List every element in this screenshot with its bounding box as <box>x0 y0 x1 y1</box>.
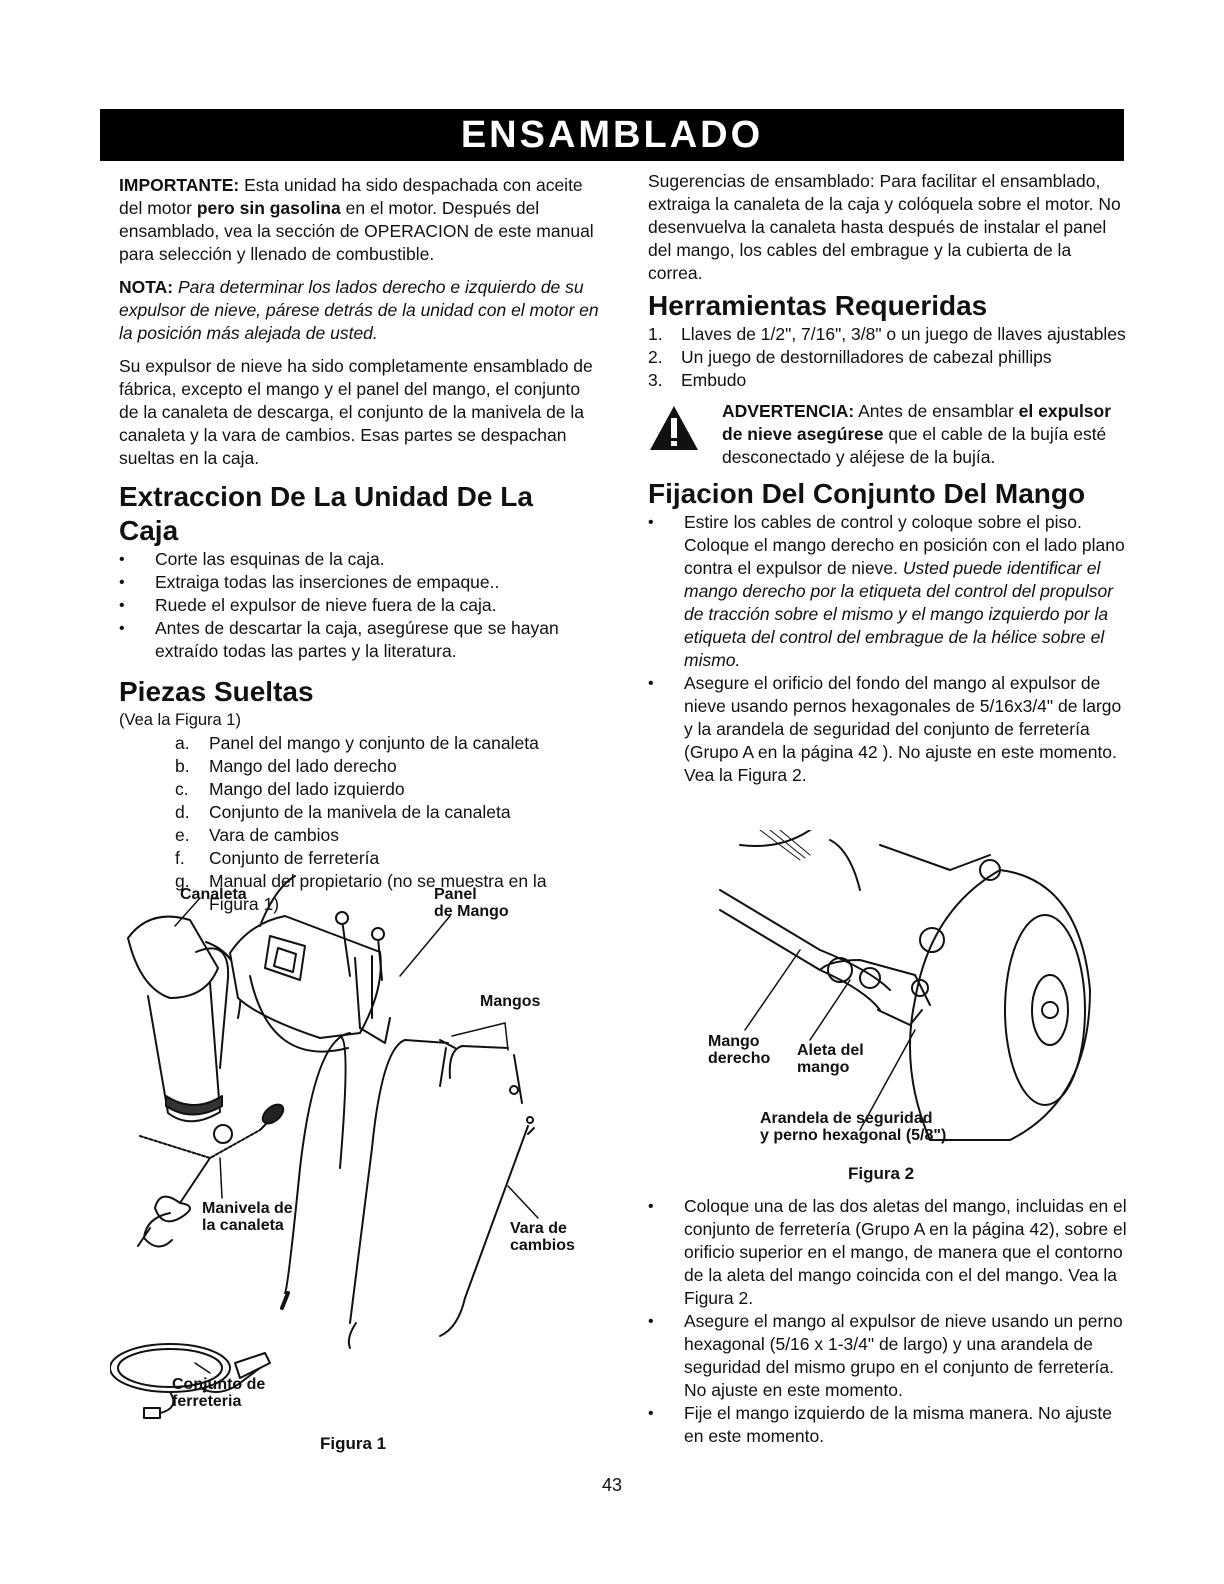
importante-bold: pero sin gasolina <box>196 198 341 218</box>
list-item: • Fije el mango izquierdo de la misma manera. No ajuste en este momento. <box>648 1402 1128 1448</box>
fijacion-heading: Fijacion Del Conjunto Del Mango <box>648 478 1086 509</box>
section-banner <box>100 109 1124 161</box>
label-panel <box>434 886 509 920</box>
right-column-lower <box>648 1195 1128 1448</box>
figure-2-caption: Figura 2 <box>848 1164 915 1183</box>
extraccion-heading: Extraccion De La Unidad De La Caja <box>119 481 533 546</box>
label-conjunto <box>172 1376 265 1410</box>
list-item <box>648 346 1128 369</box>
label-text: y perno hexagonal (5/8") <box>760 1127 947 1144</box>
list-item <box>648 323 1128 346</box>
list-item <box>175 755 599 778</box>
list-item <box>175 847 599 870</box>
label-text: Panel <box>434 886 477 903</box>
item-text: Manual del propietario (no se muestra en la Figura 1) <box>209 871 547 914</box>
figure-1 <box>110 868 610 1468</box>
warning-label: ADVERTENCIA: <box>722 401 855 421</box>
figure-2-illustration <box>700 830 1120 1150</box>
list-item: • Ruede el expulsor de nieve fuera de la caja. <box>119 594 599 617</box>
handle-panel-drawing <box>230 876 390 1052</box>
label-text: Aleta del <box>797 1042 864 1059</box>
item-text: Embudo <box>681 370 747 390</box>
figure-1-caption: Figura 1 <box>320 1434 387 1453</box>
chute-drawing <box>128 917 241 1122</box>
item-letter: e. <box>175 825 190 845</box>
warning-text-1: Antes de ensamblar <box>854 401 1019 421</box>
intro-paragraph: Su expulsor de nieve ha sido completamente ensamblado de fábrica, excepto el mango y el panel del mango, el conjunto de la canaleta de descarga, el conjunto de la manivela de la canaleta y la vara de cambios. Esas partes se despachan sueltas en la caja. <box>119 356 593 468</box>
extraccion-list <box>119 548 599 663</box>
list-item <box>175 824 599 847</box>
label-text: derecho <box>708 1050 771 1067</box>
label-text: mango <box>797 1059 850 1076</box>
list-item: • Asegure el mango al expulsor de nieve usando un perno hexagonal (5/16 x 1-3/4" de largo) y una arandela de seguridad del mismo grupo en el conjunto de ferretería. No ajuste en este momento. <box>648 1310 1128 1402</box>
label-text: Conjunto de <box>172 1376 266 1393</box>
importante-paragraph <box>119 174 599 266</box>
label-text: Manivela de <box>202 1200 293 1217</box>
handles-drawing <box>282 1033 522 1348</box>
label-text: Arandela de seguridad <box>760 1110 933 1127</box>
item-number: 3. <box>648 370 663 390</box>
label-text: cambios <box>510 1237 575 1254</box>
fijacion-list-2 <box>648 1195 1128 1448</box>
label-text: Mango <box>708 1033 760 1050</box>
list-item: • Antes de descartar la caja, asegúrese que se hayan extraído todas las partes y la literatura. <box>119 617 599 663</box>
item-letter: a. <box>175 733 190 753</box>
item-text: Mango del lado izquierdo <box>209 779 405 799</box>
label-text: Mangos <box>480 993 541 1010</box>
item-text: Mango del lado derecho <box>209 756 397 776</box>
item-text: Panel del mango y conjunto de la canaleta <box>209 733 539 753</box>
herramientas-list <box>648 323 1128 392</box>
label-manivela <box>202 1200 293 1234</box>
sugerencias-paragraph: Sugerencias de ensamblado: Para facilitar el ensamblado, extraiga la canaleta de la caja y colóquela sobre el motor. No desenvuelva la canaleta hasta después de instalar el panel del mango, los cables del embrague y la cubierta de la correa. <box>648 171 1121 283</box>
left-column <box>119 174 599 916</box>
list-item: • Extraiga todas las inserciones de empaque.. <box>119 571 599 594</box>
herramientas-heading: Herramientas Requeridas <box>648 290 988 321</box>
item-letter: g. <box>175 871 190 891</box>
item-text: Un juego de destornilladores de cabezal phillips <box>681 347 1052 367</box>
warning-block <box>648 400 1128 469</box>
banner-title: ENSAMBLADO <box>460 113 764 156</box>
label-text: de Mango <box>434 903 509 920</box>
nota-paragraph <box>119 276 599 345</box>
list-item <box>648 511 1128 672</box>
item-text: Conjunto de ferretería <box>209 848 380 868</box>
nota-label: NOTA: <box>119 277 174 297</box>
list-item: • Coloque una de las dos aletas del mango, incluidas en el conjunto de ferretería (Grupo A en la página 42), sobre el orificio superior en el mango, de manera que el contorno de la aleta del mango coincida con el del mango. Vea la Figura 2. <box>648 1195 1128 1310</box>
warning-text-2: que el cable de la bujía esté desconectado y aléjese de la bujía. <box>722 424 1107 467</box>
list-item <box>175 801 599 824</box>
list-item: • Corte las esquinas de la caja. <box>119 548 599 571</box>
item-italic-text: Usted puede identificar el mango derecho por la etiqueta del control del propulsor de tracción sobre el mismo y el mango izquierdo por la etiqueta del control del embrague de la hélice sobre el mismo. <box>684 558 1114 670</box>
nota-text: Para determinar los lados derecho e izquierdo de su expulsor de nieve, párese detrás de la unidad con el motor en la posición más alejada de usted. <box>119 277 599 343</box>
label-canaleta <box>180 886 247 903</box>
item-text: Estire los cables de control y coloque sobre el piso. Coloque el mango derecho en posición con el lado plano contra el expulsor de nieve. <box>684 512 1125 578</box>
label-text: Canaleta <box>180 886 247 903</box>
item-text: Vara de cambios <box>209 825 340 845</box>
label-arandela <box>760 1110 946 1144</box>
list-item: • Asegure el orificio del fondo del mango al expulsor de nieve usando pernos hexagonales de 5/16x3/4" de largo y la arandela de seguridad del conjunto de ferretería (Grupo A en la página 42 ). No ajuste en este momento. Vea la Figura 2. <box>648 672 1128 787</box>
piezas-note: (Vea la Figura 1) <box>119 711 241 729</box>
piezas-heading: Piezas Sueltas <box>119 676 314 707</box>
item-number: 1. <box>648 324 663 344</box>
item-letter: b. <box>175 756 190 776</box>
item-letter: c. <box>175 779 189 799</box>
fijacion-list <box>648 511 1128 787</box>
label-text: la canaleta <box>202 1217 284 1234</box>
warning-icon <box>648 400 700 469</box>
warning-bold: el expulsor de nieve asegúrese <box>722 401 1112 444</box>
right-column <box>648 170 1128 787</box>
item-letter: d. <box>175 802 190 822</box>
importante-text-2: en el motor. Después del ensamblado, vea la sección de OPERACION de este manual para selección y llenado de combustible. <box>119 198 594 264</box>
item-text: Llaves de 1/2", 7/16", 3/8" o un juego de llaves ajustables <box>681 324 1126 344</box>
page-number: 43 <box>601 1475 623 1495</box>
label-text: ferreteria <box>172 1393 242 1410</box>
label-text: Vara de <box>510 1220 567 1237</box>
label-mangos <box>480 993 540 1010</box>
label-vara <box>510 1220 575 1254</box>
label-aleta <box>797 1042 864 1076</box>
wheel-drawing <box>910 870 1090 1140</box>
figure-2 <box>700 830 1120 1195</box>
item-letter: f. <box>175 848 185 868</box>
item-text: Conjunto de la manivela de la canaleta <box>209 802 511 822</box>
item-number: 2. <box>648 347 663 367</box>
list-item <box>648 369 1128 392</box>
warning-text <box>722 400 1128 469</box>
list-item <box>175 732 599 755</box>
importante-label: IMPORTANTE: <box>119 175 240 195</box>
list-item <box>175 778 599 801</box>
importante-text-1: Esta unidad ha sido despachada con aceite del motor <box>119 175 583 218</box>
label-mango-derecho <box>708 1033 770 1067</box>
